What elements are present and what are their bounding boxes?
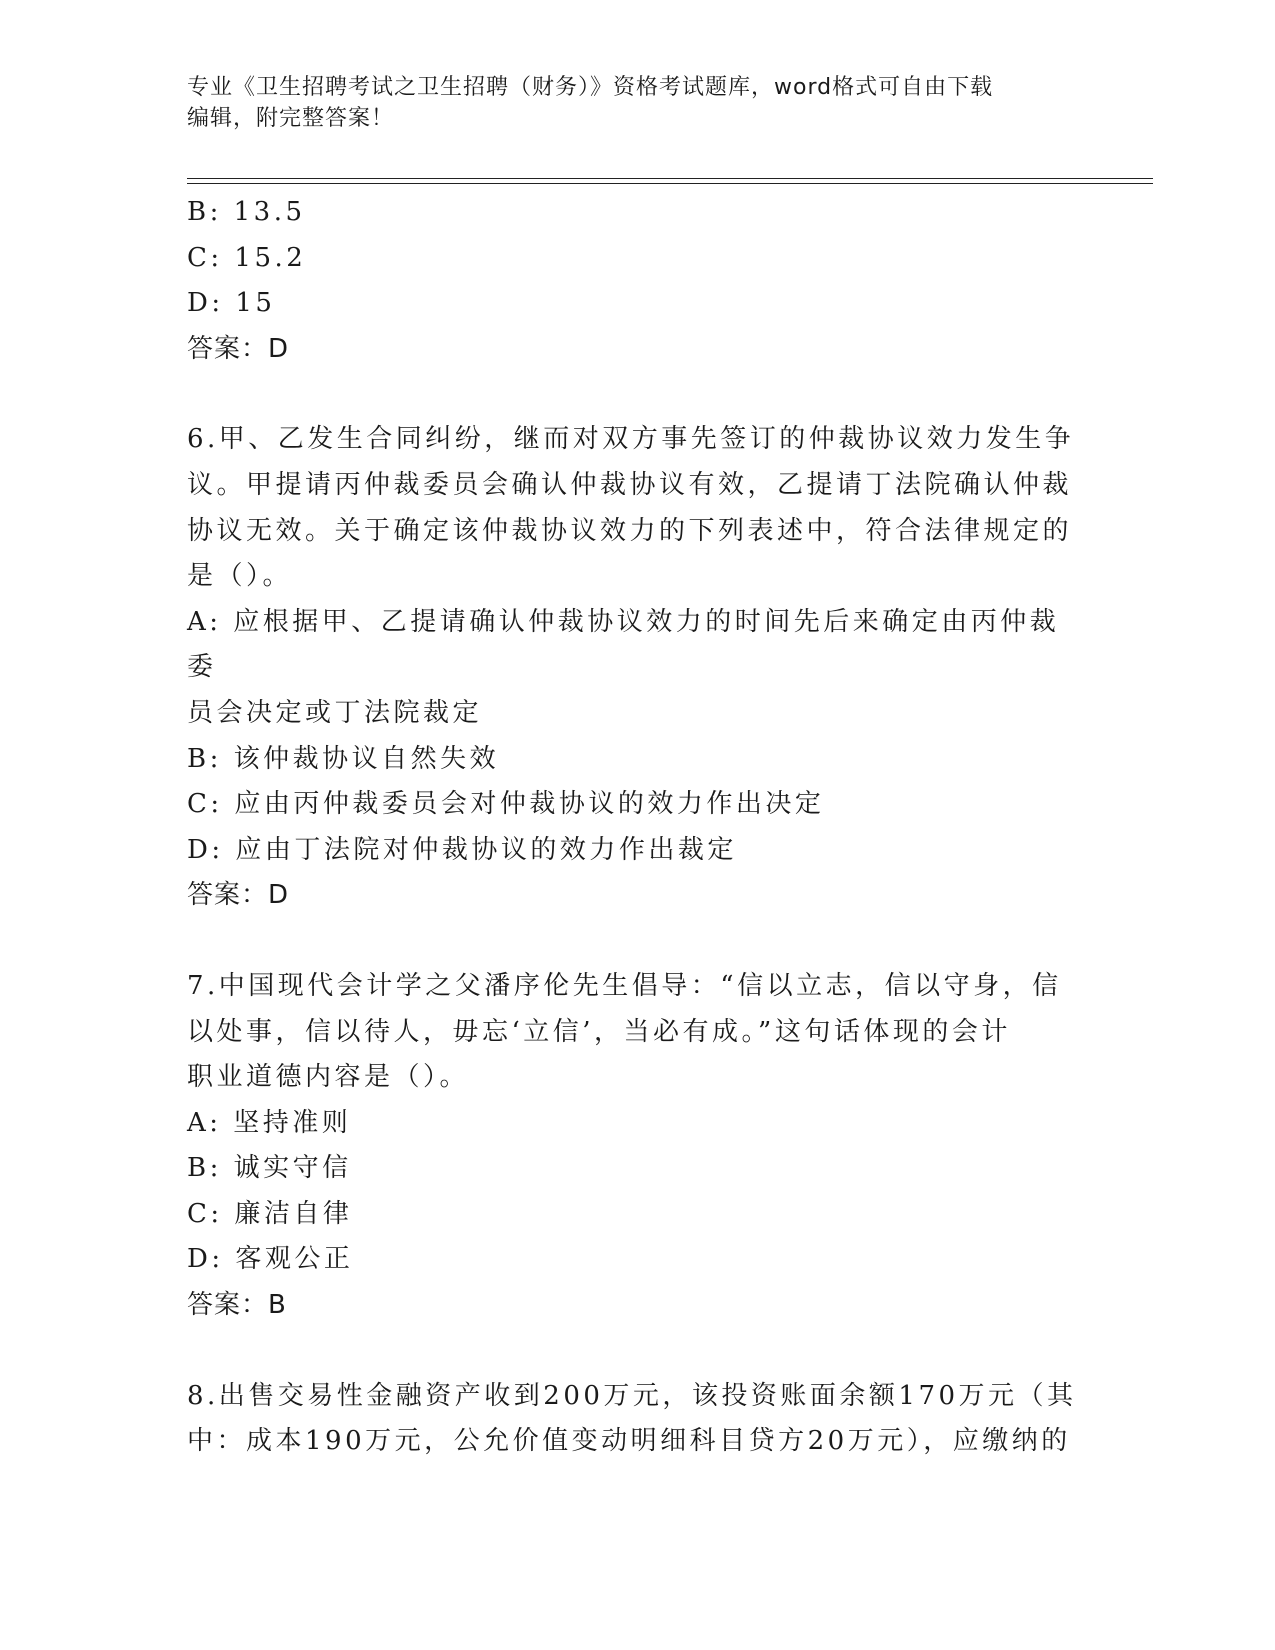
option-c: C: 15.2 <box>187 242 307 273</box>
header-line-1: 专业《卫生招聘考试之卫生招聘（财务）》资格考试题库，word格式可自由下载 <box>187 75 994 100</box>
answer: 答案：B <box>187 1290 287 1321</box>
document-body <box>187 190 1077 1465</box>
question-5 <box>187 190 1077 372</box>
document-header <box>187 72 1087 134</box>
spacer <box>187 1329 1077 1374</box>
option-b: B: 13.5 <box>187 197 306 227</box>
header-rule-top <box>187 178 1153 179</box>
question-stem-line: 议。甲提请丙仲裁委员会确认仲裁协议有效，乙提请丁法院确认仲裁 <box>187 469 1073 500</box>
question-stem-line: 6.甲、乙发生合同纠纷，继而对双方事先签订的仲裁协议效力发生争 <box>187 424 1075 455</box>
option-c: C: 应由丙仲裁委员会对仲裁协议的效力作出决定 <box>187 789 825 820</box>
spacer <box>187 372 1077 417</box>
question-stem-line: 中：成本190万元，公允价值变动明细科目贷方20万元），应缴纳的 <box>187 1426 1071 1457</box>
question-stem-line: 8.出售交易性金融资产收到200万元，该投资账面余额170万元（其 <box>187 1380 1077 1411</box>
option-b: B: 该仲裁协议自然失效 <box>187 743 500 774</box>
option-a: A: 坚持准则 <box>187 1107 352 1138</box>
header-rule-bottom <box>187 183 1153 184</box>
answer: 答案：D <box>187 880 290 911</box>
question-6 <box>187 417 1077 919</box>
option-d: D: 应由丁法院对仲裁协议的效力作出裁定 <box>187 834 737 865</box>
question-stem-line: 7.中国现代会计学之父潘序伦先生倡导：“信以立志，信以守身，信 <box>187 970 1062 1001</box>
question-8 <box>187 1374 1077 1465</box>
answer: 答案：D <box>187 333 290 364</box>
option-d: D: 客观公正 <box>187 1244 354 1275</box>
question-stem-line: 是（）。 <box>187 561 293 592</box>
option-c: C: 廉洁自律 <box>187 1198 353 1229</box>
question-stem-line: 以处事，信以待人，毋忘‘立信’，当必有成。”这句话体现的会计 <box>187 1016 1011 1047</box>
question-7 <box>187 964 1077 1329</box>
spacer <box>187 919 1077 964</box>
header-line-2: 编辑，附完整答案！ <box>187 106 395 131</box>
question-stem-line: 协议无效。关于确定该仲裁协议效力的下列表述中，符合法律规定的 <box>187 515 1073 546</box>
option-a: A: 应根据甲、乙提请确认仲裁协议效力的时间先后来确定由丙仲裁委 <box>187 606 1060 683</box>
question-stem-line: 职业道德内容是（）。 <box>187 1062 470 1093</box>
option-d: D: 15 <box>187 288 276 319</box>
option-b: B: 诚实守信 <box>187 1153 352 1184</box>
option-a-continued: 员会决定或丁法院裁定 <box>187 697 483 728</box>
